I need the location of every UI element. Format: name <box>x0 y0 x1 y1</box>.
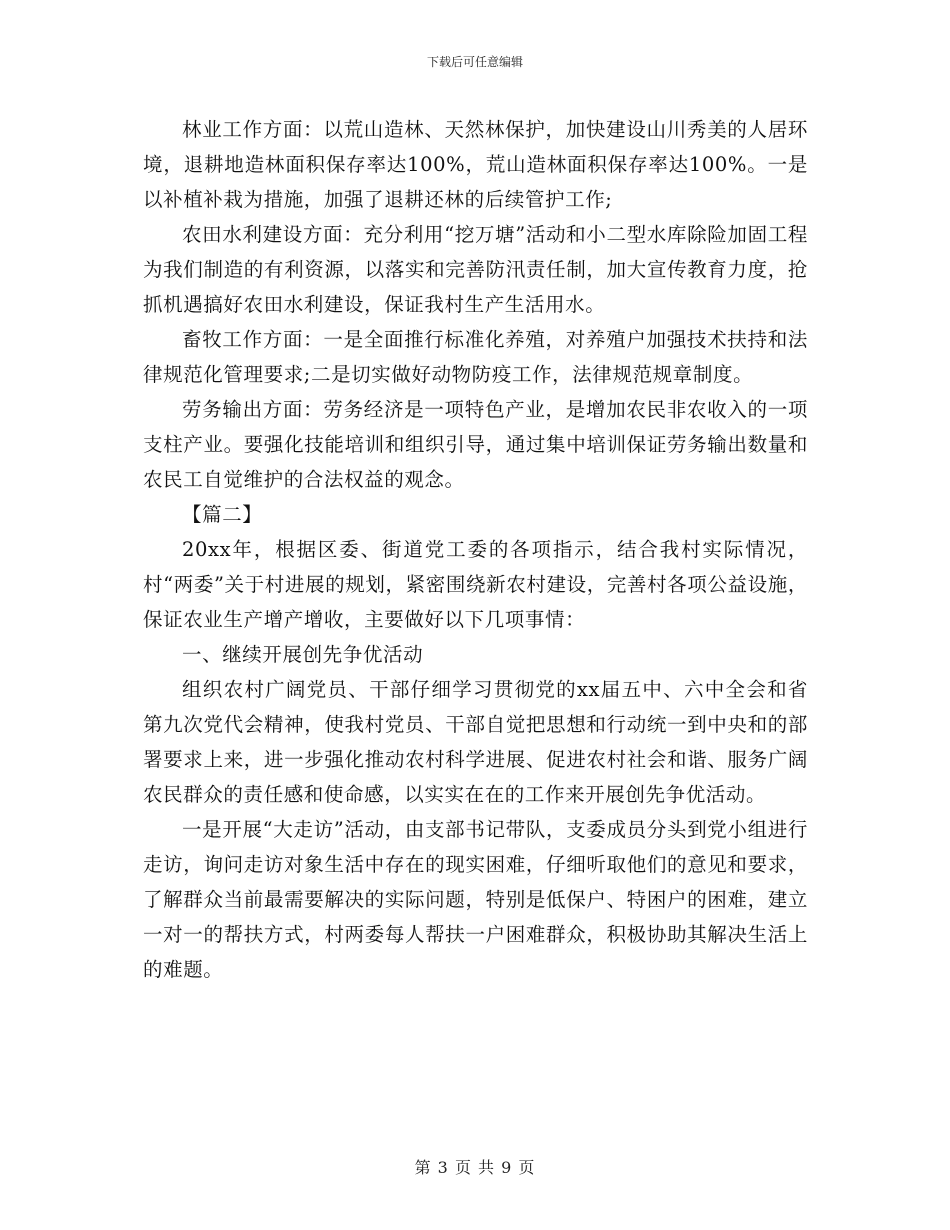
page-header: 下载后可任意编辑 <box>426 55 523 69</box>
paragraph-intro-20xx: 20xx年，根据区委、街道党工委的各项指示，结合我村实际情况，村“两委”关于村进展的规划，紧密围绕新农村建设，完善村各项公益设施，保证农业生产增产增收，主要做好以下几项事情： <box>143 538 808 631</box>
paragraph-party-study: 组织农村广阔党员、干部仔细学习贯彻党的xx届五中、六中全会和省第九次党代会精神，使我村党员、干部自觉把思想和行动统一到中央和的部署要求上来，进一步强化推动农村科学进展、促进农村社会和谐、服务广阔农民群众的责任感和使命感，以实实在在的工作来开展创先争优活动。 <box>143 678 808 806</box>
document-body <box>143 112 808 987</box>
paragraph-forestry: 林业工作方面：以荒山造林、天然林保护，加快建设山川秀美的人居环境，退耕地造林面积保存率达100%，荒山造林面积保存率达100%。一是以补植补栽为措施，加强了退耕还林的后续管护工作; <box>143 118 808 211</box>
page-number: 第 3 页 共 9 页 <box>414 1158 536 1177</box>
paragraph-visit-activity: 一是开展“大走访”活动，由支部书记带队，支委成员分头到党小组进行走访，询问走访对象生活中存在的现实困难，仔细听取他们的意见和要求，了解群众当前最需要解决的实际问题，特别是低保户、特困户的困难，建立一对一的帮扶方式，村两委每人帮扶一户困难群众，积极协助其解决生活上的难题。 <box>143 818 808 981</box>
paragraph-irrigation: 农田水利建设方面：充分利用“挖万塘”活动和小二型水库除险加固工程为我们制造的有利资源，以落实和完善防汛责任制，加大宣传教育力度，抢抓机遇搞好农田水利建设，保证我村生产生活用水。 <box>143 223 808 316</box>
paragraph-livestock: 畜牧工作方面：一是全面推行标准化养殖，对养殖户加强技术扶持和法律规范化管理要求;二是切实做好动物防疫工作，法律规范规章制度。 <box>143 328 808 386</box>
subheading-excellence-activity: 一、继续开展创先争优活动 <box>182 643 424 666</box>
section-heading-part-two: 【篇二】 <box>182 503 263 526</box>
paragraph-labor-export: 劳务输出方面：劳务经济是一项特色产业，是增加农民非农收入的一项支柱产业。要强化技能培训和组织引导，通过集中培训保证劳务输出数量和农民工自觉维护的合法权益的观念。 <box>143 398 808 491</box>
